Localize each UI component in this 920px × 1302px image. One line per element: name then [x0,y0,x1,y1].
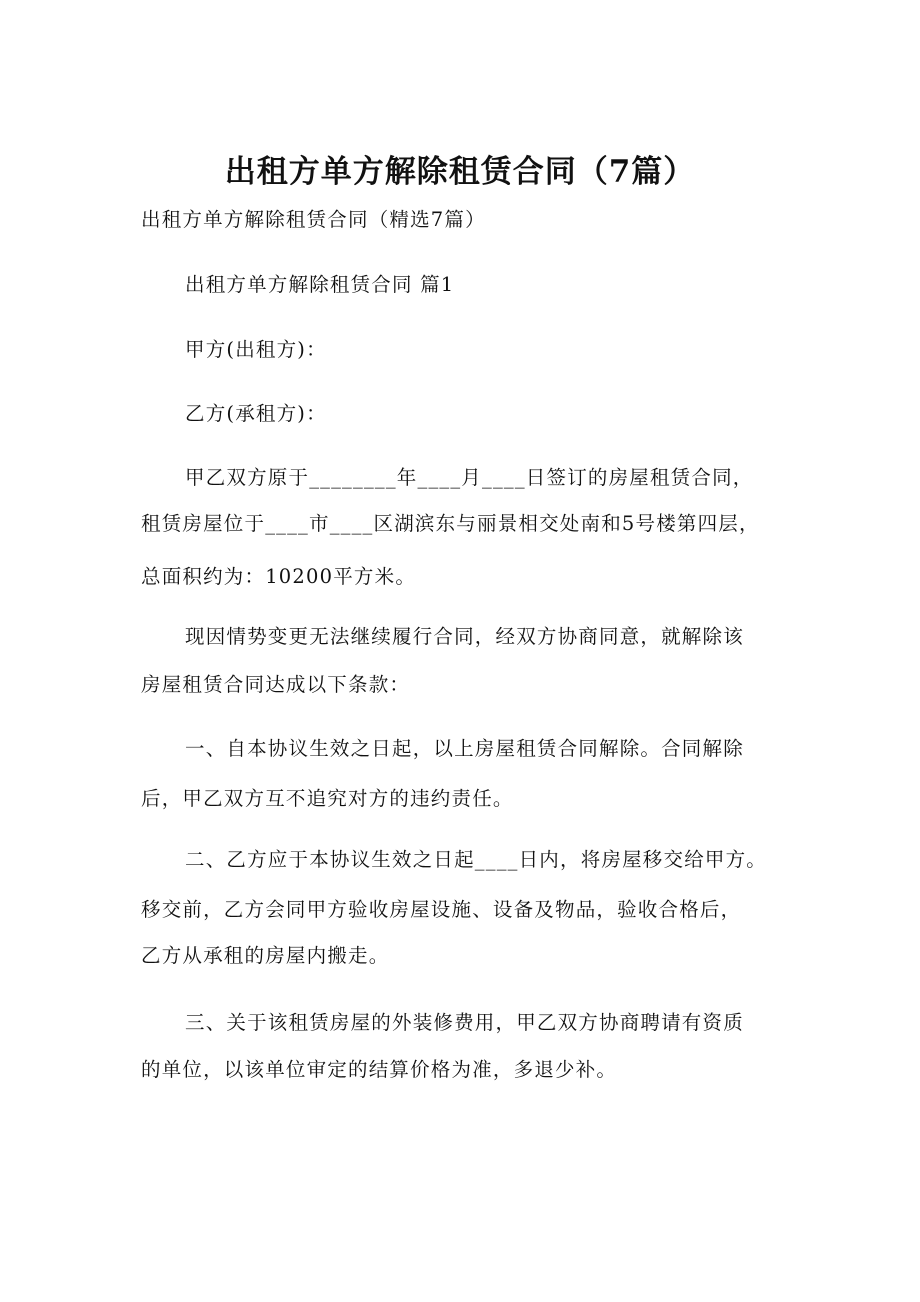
paragraph-line: 后，甲乙双方互不追究对方的违约责任。 [141,787,514,810]
paragraph-line: 的单位，以该单位审定的结算价格为准，多退少补。 [141,1058,618,1081]
document-title: 出租方单方解除租赁合同（7篇） [224,154,696,190]
party-a-label: 甲方(出租方)： [185,338,327,361]
paragraph-line: 二、乙方应于本协议生效之日起____日内，将房屋移交给甲方。 [185,848,768,871]
paragraph-line: 甲乙双方原于________年____月____日签订的房屋租赁合同， [185,466,754,489]
section-heading: 出租方单方解除租赁合同 篇1 [185,273,455,296]
party-b-label: 乙方(承租方)： [185,402,327,425]
document-subtitle: 出租方单方解除租赁合同（精选7篇） [141,208,486,231]
paragraph-line: 租赁房屋位于____市____区湖滨东与丽景相交处南和5号楼第四层， [141,512,760,535]
paragraph-line: 移交前，乙方会同甲方验收房屋设施、设备及物品，验收合格后， [141,898,742,921]
paragraph-line: 总面积约为：10200平方米。 [141,565,417,588]
paragraph-line: 三、关于该租赁房屋的外装修费用，甲乙双方协商聘请有资质 [185,1011,744,1034]
paragraph-line: 房屋租赁合同达成以下条款： [141,673,411,696]
paragraph-line: 现因情势变更无法继续履行合同，经双方协商同意，就解除该 [185,625,744,648]
paragraph-line: 一、自本协议生效之日起，以上房屋租赁合同解除。合同解除 [185,737,744,760]
paragraph-line: 乙方从承租的房屋内搬走。 [141,944,390,967]
